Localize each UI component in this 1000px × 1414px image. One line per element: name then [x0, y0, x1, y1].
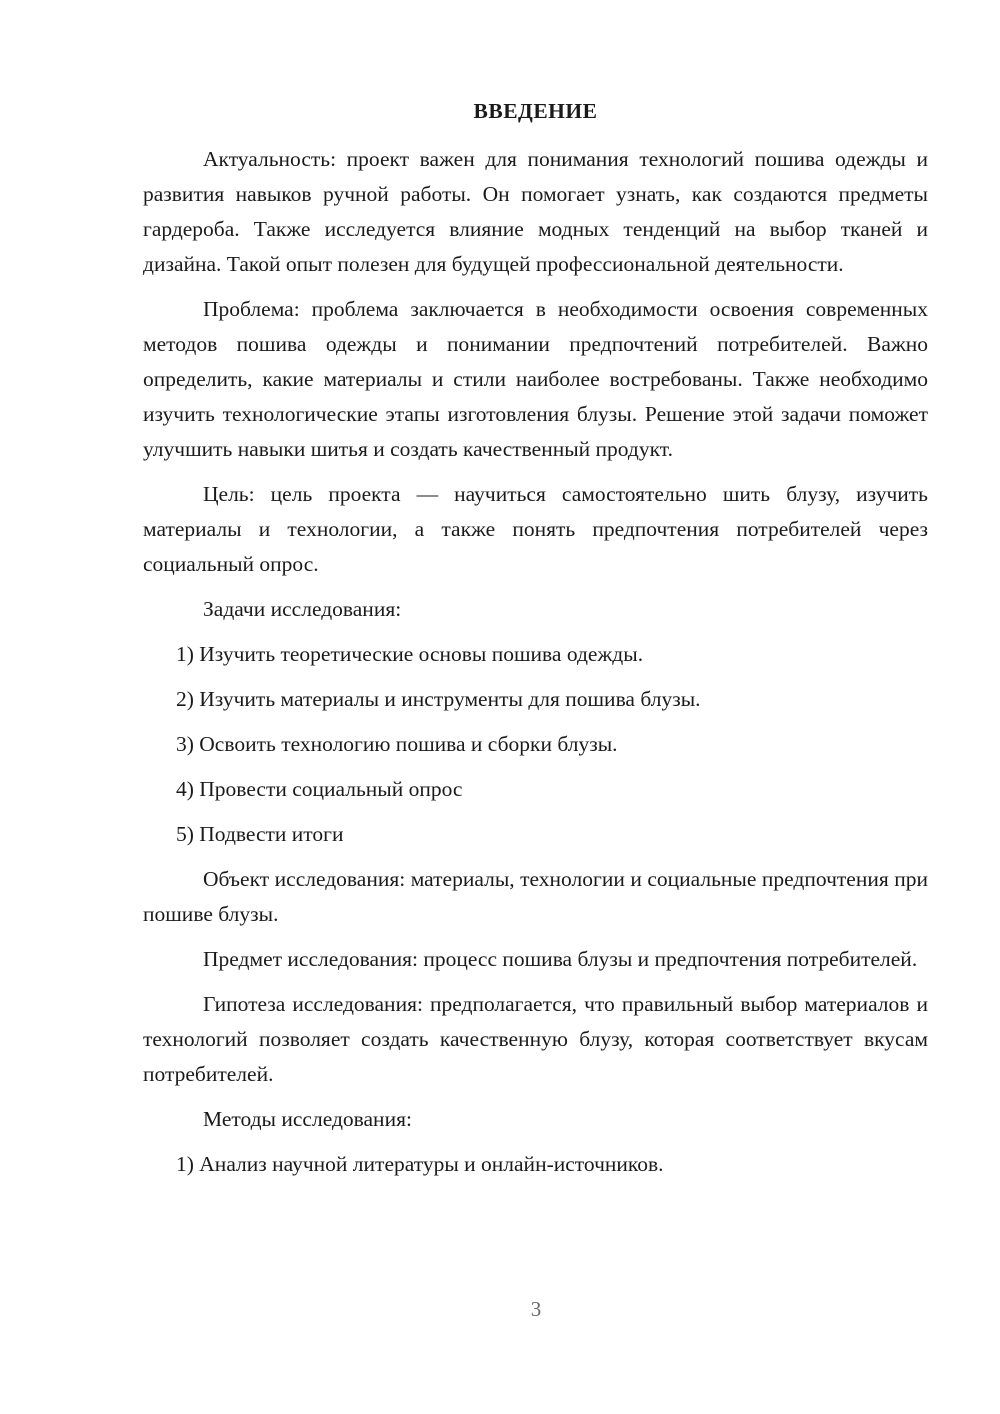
document-page	[143, 94, 928, 1192]
hypothesis-paragraph: Гипотеза исследования: предполагается, что правильный выбор материалов и технологий позволяет создать качественную блузу, которая соответствует вкусам потребителей.	[143, 992, 928, 1086]
list-item: 2) Изучить материалы и инструменты для пошива блузы.	[176, 687, 701, 711]
tasks-heading: Задачи исследования:	[203, 597, 402, 621]
list-item: 5) Подвести итоги	[176, 822, 344, 846]
goal-paragraph: Цель: цель проекта — научиться самостоятельно шить блузу, изучить материалы и технологии, а также понять предпочтения потребителей через социальный опрос.	[143, 482, 928, 576]
methods-list	[143, 1147, 928, 1182]
problem-paragraph: Проблема: проблема заключается в необходимости освоения современных методов пошива одежды и понимании предпочтений потребителей. Важно определить, какие материалы и стили наиболее востребованы. Также необходимо изучить технологические этапы изготовления блузы. Решение этой задачи поможет улучшить навыки шитья и создать качественный продукт.	[143, 297, 928, 461]
page-title: ВВЕДЕНИЕ	[473, 99, 598, 123]
methods-heading: Методы исследования:	[203, 1107, 412, 1131]
tasks-list	[143, 637, 928, 852]
page-number: 3	[530, 1297, 542, 1321]
list-item: 4) Провести социальный опрос	[176, 777, 463, 801]
subject-paragraph: Предмет исследования: процесс пошива блузы и предпочтения потребителей.	[203, 947, 918, 971]
list-item: 1) Анализ научной литературы и онлайн-источников.	[176, 1152, 664, 1176]
list-item: 3) Освоить технологию пошива и сборки блузы.	[176, 732, 618, 756]
object-paragraph: Объект исследования: материалы, технологии и социальные предпочтения при пошиве блузы.	[143, 867, 928, 926]
relevance-paragraph: Актуальность: проект важен для понимания технологий пошива одежды и развития навыков ручной работы. Он помогает узнать, как создаются предметы гардероба. Также исследуется влияние модных тенденций на выбор тканей и дизайна. Такой опыт полезен для будущей профессиональной деятельности.	[143, 147, 928, 276]
list-item: 1) Изучить теоретические основы пошива одежды.	[176, 642, 644, 666]
